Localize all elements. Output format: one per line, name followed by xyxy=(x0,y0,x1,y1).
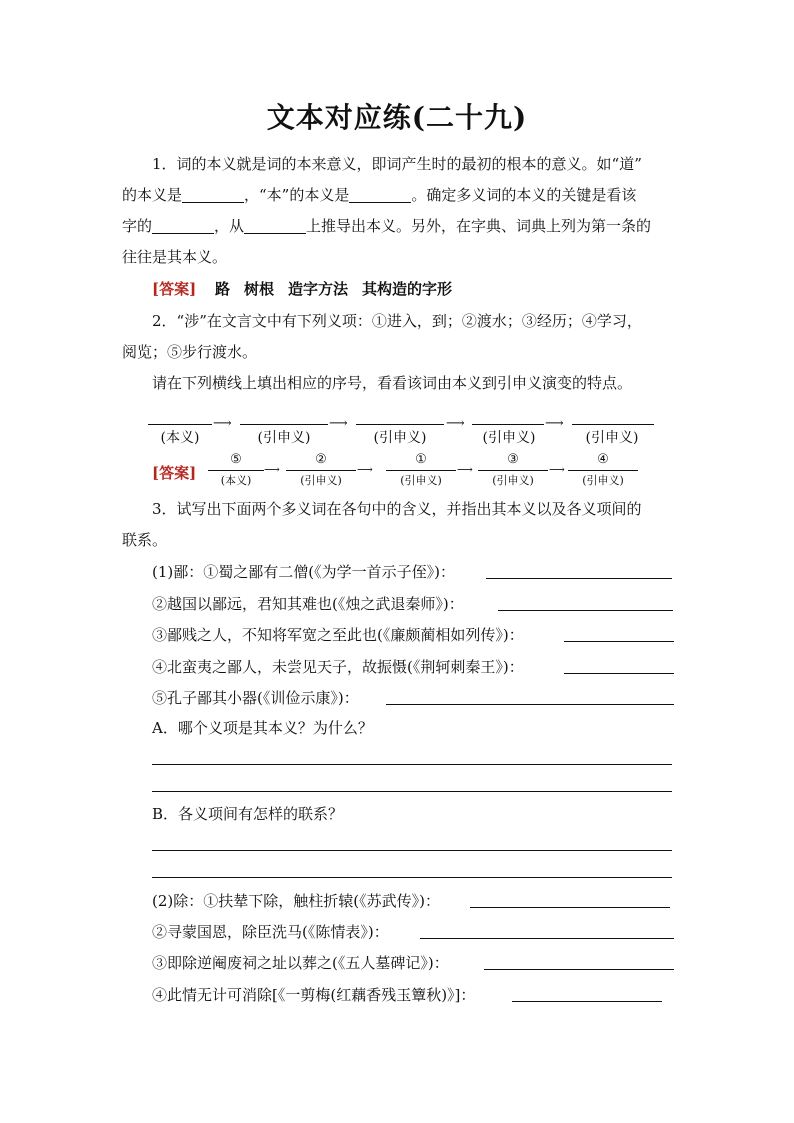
flow-line xyxy=(286,470,356,471)
answer-line[interactable] xyxy=(512,1001,662,1002)
flow-line xyxy=(568,470,638,471)
flow-answer-number: ⑤ xyxy=(230,452,242,467)
q1-text-d: 字的 xyxy=(122,217,153,235)
flow-answer-number: ② xyxy=(315,452,327,467)
flow-line[interactable] xyxy=(148,424,212,425)
flow-answer-number: ③ xyxy=(507,452,519,467)
answer-line[interactable] xyxy=(152,877,672,878)
q3-question-a: A．哪个义项是其本义？为什么？ xyxy=(152,719,373,737)
q1-line-4: 往往是其本义。 xyxy=(122,248,228,266)
q3-question-b: B．各义项间有怎样的联系？ xyxy=(152,805,344,823)
answer-line[interactable] xyxy=(564,673,674,674)
answer-value: 其构造的字形 xyxy=(362,280,453,298)
answer-line[interactable] xyxy=(386,704,674,705)
flow-answer-number: ① xyxy=(415,452,427,467)
flow-label: (引申义) xyxy=(257,430,311,446)
flow-label: (本义) xyxy=(160,430,200,446)
answer-line[interactable] xyxy=(152,850,672,851)
q1-blank-4[interactable] xyxy=(244,217,306,234)
q1-line-2 xyxy=(122,184,677,206)
arrow-right-icon: ⟶ xyxy=(357,463,373,476)
q1-answer xyxy=(152,278,707,300)
answer-line[interactable] xyxy=(152,764,672,765)
q1-text-e: ，从 xyxy=(214,217,245,235)
flow-answer-label: (引申义) xyxy=(492,474,534,487)
q3-chu-item-2: ②寻蒙国恩，除臣洗马(《陈情表》)： xyxy=(152,923,389,941)
answer-line[interactable] xyxy=(470,907,670,908)
answer-tag: [答案] xyxy=(152,280,197,298)
q2-line-3: 请在下列横线上填出相应的序号，看看该词由本义到引申义演变的特点。 xyxy=(152,374,633,392)
q3-chu-item-4: ④此情无计可消除[《一剪梅(红藕香残玉簟秋)》]： xyxy=(152,986,476,1004)
answer-value: 路 xyxy=(214,280,230,298)
q3-chu-item-1: (2)除：①扶辇下除，触柱折辕(《苏武传》)： xyxy=(152,892,440,910)
q3-bi-item-5: ⑤孔子鄙其小器(《训俭示康》)： xyxy=(152,689,359,707)
q1-blank-1[interactable] xyxy=(182,186,244,203)
arrow-right-icon: ⟶ xyxy=(329,416,348,431)
flow-label: (引申义) xyxy=(373,430,427,446)
flow-answer-number: ④ xyxy=(597,452,609,467)
arrow-right-icon: ⟶ xyxy=(457,463,473,476)
q1-blank-2[interactable] xyxy=(349,186,411,203)
q3-line-2: 联系。 xyxy=(122,531,168,549)
page-title: 文本对应练(二十九) xyxy=(266,101,528,134)
flow-line[interactable] xyxy=(572,424,654,425)
answer-line[interactable] xyxy=(420,938,674,939)
flow-answer-label: (引申义) xyxy=(300,474,342,487)
flow-label: (引申义) xyxy=(482,430,536,446)
arrow-right-icon: ⟶ xyxy=(213,416,232,431)
q3-bi-item-2: ②越国以鄙远，君知其难也(《烛之武退秦师》)： xyxy=(152,595,464,613)
q2-line-2: 阅览；⑤步行渡水。 xyxy=(122,343,258,361)
q3-bi-item-3: ③鄙贱之人，不知将军宽之至此也(《廉颇蔺相如列传》)： xyxy=(152,626,524,644)
flow-answer-label: (引申义) xyxy=(582,474,624,487)
flow-line xyxy=(386,470,456,471)
answer-value: 树根 xyxy=(244,280,275,298)
q3-bi-item-4: ④北蛮夷之鄙人，未尝见天子，故振慑(《荆轲刺秦王》)： xyxy=(152,658,524,676)
q1-line-1: 1．词的本义就是词的本来意义，即词产生时的最初的根本的意义。如“道” xyxy=(152,155,642,173)
q1-line-3 xyxy=(122,215,677,237)
arrow-right-icon: ⟶ xyxy=(545,416,564,431)
q1-answer-values xyxy=(215,280,466,298)
arrow-right-icon: ⟶ xyxy=(446,416,465,431)
flow-line[interactable] xyxy=(356,424,444,425)
answer-line[interactable] xyxy=(484,969,674,970)
arrow-right-icon: ⟶ xyxy=(549,463,565,476)
q1-text-b: ，“本”的本义是 xyxy=(244,186,350,204)
flow-line[interactable] xyxy=(472,424,544,425)
answer-value: 造字方法 xyxy=(288,280,349,298)
flow-line[interactable] xyxy=(240,424,328,425)
answer-tag: [答案] xyxy=(152,464,197,482)
flow-answer-label: (引申义) xyxy=(400,474,442,487)
arrow-right-icon: ⟶ xyxy=(264,463,280,476)
q1-text-c: 。确定多义词的本义的关键是看该 xyxy=(411,186,637,204)
answer-line[interactable] xyxy=(486,578,672,579)
q1-text-a: 的本义是 xyxy=(122,186,183,204)
answer-line[interactable] xyxy=(152,791,672,792)
flow-answer-label: (本义) xyxy=(220,474,252,487)
answer-line[interactable] xyxy=(498,610,673,611)
flow-line xyxy=(478,470,548,471)
q3-chu-item-3: ③即除逆阉废祠之址以葬之(《五人墓碑记》)： xyxy=(152,954,449,972)
answer-line[interactable] xyxy=(564,641,674,642)
flow-label: (引申义) xyxy=(585,430,639,446)
flow-line xyxy=(208,470,264,471)
q1-blank-3[interactable] xyxy=(152,217,214,234)
q3-bi-item-1: (1)鄙：①蜀之鄙有二僧(《为学一首示子侄》)： xyxy=(152,563,455,581)
q3-line-1: 3．试写出下面两个多义词在各句中的含义，并指出其本义以及各义项间的 xyxy=(152,500,642,518)
q2-line-1: 2．“涉”在文言文中有下列义项：①进入，到；②渡水；③经历；④学习， xyxy=(152,312,642,330)
q1-text-f: 上推导出本义。另外，在字典、词典上列为第一条的 xyxy=(306,217,652,235)
